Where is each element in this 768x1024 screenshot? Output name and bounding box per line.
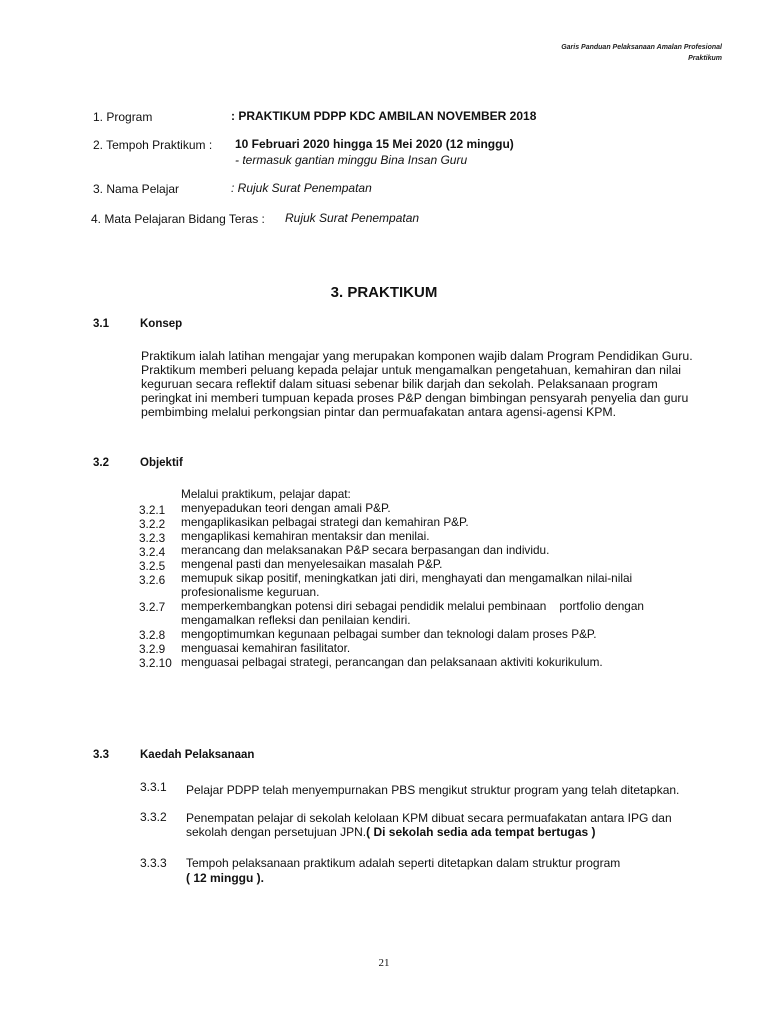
objektif-number: 3.2 xyxy=(93,457,109,469)
kaedah-item-text: Penempatan pelajar di sekolah kelolaan KPM dibuat secara permuafakatan antara IPG dan xyxy=(186,811,672,825)
konsep-line: keguruan secara reflektif dalam situasi sebenar bilik darjah dan sekolah. Pelaksanaan program xyxy=(141,377,658,391)
objektif-title: Objektif xyxy=(140,457,183,469)
konsep-line: Praktikum memberi peluang kepada pelajar untuk mengamalkan pengetahuan, kemahiran dan nilai xyxy=(141,363,682,377)
kaedah-item-continuation-text: sekolah dengan persetujuan JPN. xyxy=(186,825,367,839)
objektif-item-number: 3.2.2 xyxy=(139,517,166,531)
nama-label: 3. Nama Pelajar xyxy=(93,182,180,196)
objektif-item-number: 3.2.9 xyxy=(139,642,166,656)
objektif-item-number: 3.2.7 xyxy=(139,600,166,614)
objektif-item-text: mengoptimumkan kegunaan pelbagai sumber dan teknologi dalam proses P&P. xyxy=(181,627,597,641)
program-label: 1. Program xyxy=(93,110,153,124)
objektif-item-text: mengaplikasi kemahiran mentaksir dan menilai. xyxy=(181,529,430,543)
objektif-intro: Melalui praktikum, pelajar dapat: xyxy=(181,487,351,501)
objektif-item-number: 3.2.1 xyxy=(139,503,166,517)
objektif-item-text: memupuk sikap positif, meningkatkan jati diri, menghayati dan mengamalkan nilai-nilai xyxy=(181,571,633,585)
kaedah-item-text: Tempoh pelaksanaan praktikum adalah seperti ditetapkan dalam struktur program xyxy=(186,856,621,870)
konsep-line: peringkat ini memberi tumpuan kepada proses P&P dengan bimbingan pensyarah penyelia dan guru xyxy=(141,391,689,405)
section-title: 3. PRAKTIKUM xyxy=(330,284,438,301)
running-header-title: Garis Panduan Pelaksanaan Amalan Profesional xyxy=(561,44,722,51)
tempoh-note: - termasuk gantian minggu Bina Insan Guru xyxy=(235,153,468,167)
running-header-subtitle: Praktikum xyxy=(688,55,722,62)
konsep-title: Konsep xyxy=(140,318,183,330)
mata-pelajaran-value: Rujuk Surat Penempatan xyxy=(285,211,420,225)
tempoh-value: 10 Februari 2020 hingga 15 Mei 2020 (12 minggu) xyxy=(235,137,514,151)
objektif-item-text: merancang dan melaksanakan P&P secara berpasangan dan individu. xyxy=(181,543,550,557)
kaedah-item-text: Pelajar PDPP telah menyempurnakan PBS mengikut struktur program yang telah ditetapkan. xyxy=(186,783,680,797)
page-number: 21 xyxy=(378,957,390,969)
konsep-number: 3.1 xyxy=(93,318,109,330)
kaedah-title: Kaedah Pelaksanaan xyxy=(140,749,255,761)
objektif-item-number: 3.2.3 xyxy=(139,531,166,545)
konsep-paragraph xyxy=(141,349,721,419)
kaedah-number: 3.3 xyxy=(93,749,109,761)
objektif-item-number: 3.2.5 xyxy=(139,559,166,573)
objektif-item-continuation: profesionalisme keguruan. xyxy=(181,585,320,599)
objektif-item-number: 3.2.8 xyxy=(139,628,166,642)
objektif-item-number: 3.2.10 xyxy=(139,656,172,670)
nama-value: : Rujuk Surat Penempatan xyxy=(231,181,372,195)
objektif-item-text: menguasai pelbagai strategi, perancangan dan pelaksanaan aktiviti kokurikulum. xyxy=(181,655,603,669)
tempoh-label: 2. Tempoh Praktikum : xyxy=(93,138,213,152)
kaedah-item-number: 3.3.2 xyxy=(140,810,167,824)
objektif-item-text: mengaplikasikan pelbagai strategi dan kemahiran P&P. xyxy=(181,515,469,529)
kaedah-item-continuation xyxy=(186,825,596,839)
konsep-line: pembimbing melalui perkongsian pintar dan permuafakatan antara agensi-agensi KPM. xyxy=(141,405,617,419)
konsep-line: Praktikum ialah latihan mengajar yang merupakan komponen wajib dalam Program Pendidikan Guru. xyxy=(141,349,693,363)
objektif-item-number: 3.2.4 xyxy=(139,545,166,559)
objektif-item-continuation: mengamalkan refleksi dan penilaian kendiri. xyxy=(181,613,411,627)
program-value: : PRAKTIKUM PDPP KDC AMBILAN NOVEMBER 2018 xyxy=(231,109,537,123)
objektif-item-text: menguasai kemahiran fasilitator. xyxy=(181,641,351,655)
objektif-item-text: menyepadukan teori dengan amali P&P. xyxy=(181,501,391,515)
kaedah-item-number: 3.3.1 xyxy=(140,780,167,794)
objektif-item-number: 3.2.6 xyxy=(139,573,166,587)
kaedah-item-number: 3.3.3 xyxy=(140,856,167,870)
mata-pelajaran-label: 4. Mata Pelajaran Bidang Teras : xyxy=(91,212,265,226)
kaedah-item-emphasis: ( Di sekolah sedia ada tempat bertugas ) xyxy=(366,825,596,839)
objektif-item-text: memperkembangkan potensi diri sebagai pendidik melalui pembinaan portfolio dengan xyxy=(181,599,644,613)
objektif-item-text: mengenal pasti dan menyelesaikan masalah P&P. xyxy=(181,557,443,571)
kaedah-item-emphasis: ( 12 minggu ). xyxy=(186,871,264,885)
